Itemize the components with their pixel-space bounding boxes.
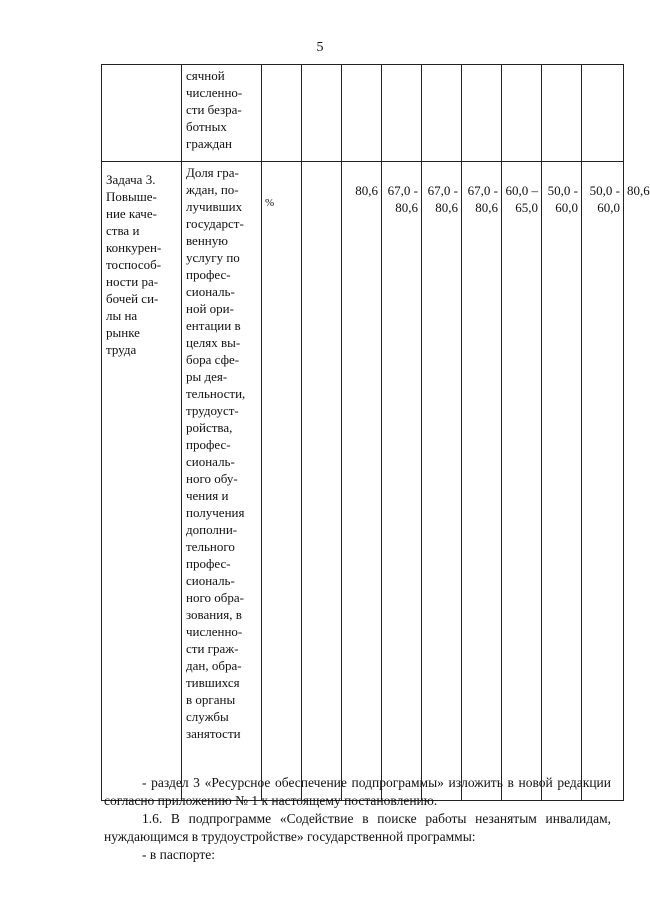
value-cell [582, 162, 624, 801]
task-line: тоспособ- [106, 257, 162, 272]
task-line: Повыше- [106, 189, 157, 204]
value-cell [502, 65, 542, 162]
indicator-line: трудоуст- [186, 403, 239, 418]
task-cell [102, 65, 182, 162]
indicator-line: зования, в [186, 607, 242, 622]
indicator-line: службы [186, 709, 229, 724]
indicator-line: сиональ- [186, 454, 235, 469]
indicator-line: Доля гра- [186, 165, 239, 180]
indicator-line: граждан [186, 136, 232, 151]
paragraph-1-6: 1.6. В подпрограмме «Содействие в поиске работы незанятым инвалидам, нуждающимся в трудоустройстве» государственной программы: [104, 811, 611, 844]
task-line: бочей си- [106, 291, 159, 306]
value-cell [342, 162, 382, 801]
value-cell [422, 162, 462, 801]
task-line: конкурен- [106, 240, 162, 255]
value-line: 60,0 [597, 200, 620, 215]
unit-label: % [265, 197, 275, 209]
task-line: ности ра- [106, 274, 159, 289]
indicators-table [101, 64, 650, 801]
indicator-line: государст- [186, 216, 244, 231]
indicator-cell [182, 65, 262, 162]
table-row [102, 65, 624, 162]
table-row: Задача 3. Повыше- ние каче- ства и конкурен- тоспособ- ности ра- бочей си- лы на рынке труда Доля гра- ждан, по- лучивших государст- венную услугу по профес- сиональ- ной ори- ентации в целях вы- бора сфе- ры дея- тельности, трудоуст- ройства, профес- сиональ- ного обу- чения и получения дополни- тельного профес- сиональ- ного обра- зования, в численно- сти граж- дан, обра- тившихся в органы службы занятости % 80,6 67,0 - 80,6 67,0 - 80,6 67,0 - 80,6 60,0 – 65,0 50,0 - 60,0 50,0 - 60,0 80,6 [102, 162, 624, 801]
paragraph-section-3: - раздел 3 «Ресурсное обеспечение подпрограммы» изложить в новой редакции согласно приложению № 1 к настоящему постановлению. [104, 775, 611, 808]
task-cell [102, 162, 182, 801]
value-cell [382, 162, 422, 801]
value-line: 60,0 [555, 200, 578, 215]
indicator-line: занятости [186, 726, 241, 741]
value-cell [542, 162, 582, 801]
indicator-line: сиональ- [186, 284, 235, 299]
indicator-line: сти граж- [186, 641, 239, 656]
value-line: 80,6 [475, 200, 498, 215]
indicator-line: получения [186, 505, 245, 520]
task-line: рынке [106, 325, 140, 340]
indicator-line: чения и [186, 488, 229, 503]
value-line: 50,0 - [589, 183, 620, 198]
indicator-line: ной ори- [186, 301, 234, 316]
value-line: 80,6 [435, 200, 458, 215]
task-line: труда [106, 342, 137, 357]
indicator-line: ентации в [186, 318, 241, 333]
indicator-line: тившихся [186, 675, 240, 690]
value-cell [462, 65, 502, 162]
value-line: 80,6 [355, 183, 378, 198]
indicator-line: профес- [186, 267, 231, 282]
indicator-line: ботных [186, 119, 227, 134]
indicator-line: профес- [186, 556, 231, 571]
page-number: 5 [316, 40, 324, 55]
indicator-line: сиональ- [186, 573, 235, 588]
indicator-cell [182, 162, 262, 801]
indicator-line: дан, обра- [186, 658, 242, 673]
value-cell [462, 162, 502, 801]
indicator-line: лучивших [186, 199, 243, 214]
task-line: лы на [106, 308, 138, 323]
indicator-line: дополни- [186, 522, 238, 537]
unit-cell [262, 162, 302, 801]
value-line: 65,0 [515, 200, 538, 215]
value-cell [302, 65, 342, 162]
indicator-line: ного обу- [186, 471, 238, 486]
value-cell [502, 162, 542, 801]
task-line: Задача 3. [106, 172, 156, 187]
value-cell [542, 65, 582, 162]
indicator-line: профес- [186, 437, 231, 452]
value-cell [422, 65, 462, 162]
indicator-line: численно- [186, 624, 243, 639]
indicator-line: сти безра- [186, 102, 242, 117]
indicator-line: бора сфе- [186, 352, 240, 367]
indicator-line: тельного [186, 539, 235, 554]
indicator-line: услугу по [186, 250, 240, 265]
empty-cell [302, 162, 342, 801]
indicator-line: в органы [186, 692, 236, 707]
value-cell [582, 65, 624, 162]
indicator-line: ного обра- [186, 590, 244, 605]
value-line: 50,0 - [547, 183, 578, 198]
unit-cell [262, 65, 302, 162]
value-cell [382, 65, 422, 162]
indicator-line: целях вы- [186, 335, 241, 350]
indicator-line: ры дея- [186, 369, 228, 384]
value-line: 60,0 – [505, 183, 538, 198]
value-cell [342, 65, 382, 162]
value-line: 67,0 - [427, 183, 458, 198]
value-line: 67,0 - [387, 183, 418, 198]
paragraph-passport: - в паспорте: [142, 847, 216, 862]
task-line: ние каче- [106, 206, 157, 221]
indicator-line: ждан, по- [186, 182, 239, 197]
indicator-line: венную [186, 233, 228, 248]
indicator-line: ройства, [186, 420, 233, 435]
value-line: 80,6 [395, 200, 418, 215]
indicator-line: сячной [186, 68, 225, 83]
task-line: ства и [106, 223, 140, 238]
indicator-line: численно- [186, 85, 243, 100]
indicator-line: тельности, [186, 386, 246, 401]
value-line: 67,0 - [467, 183, 498, 198]
